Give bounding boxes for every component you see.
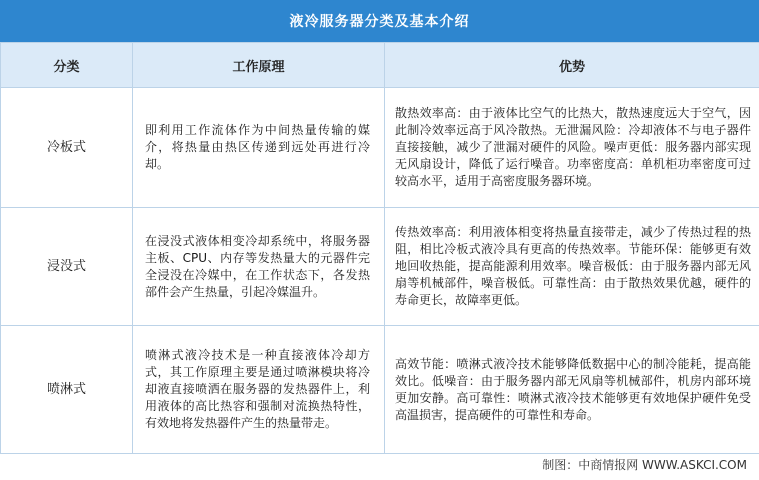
advantage-cell: 传热效率高：利用液体相变将热量直接带走，减少了传热过程的热阻，相比冷板式液冷具有更高的传热效率。节能环保：能够更有效地回收热能，提高能源利用效率。噪音极低：由于服务器内部无风扇等机械部件，噪音极低。可靠性高：由于散热效果优越，硬件的寿命更长，故障率更低。: [385, 208, 759, 326]
category-cell: 浸没式: [1, 208, 133, 326]
header-category: 分类: [1, 43, 133, 88]
principle-cell: 即利用工作流体作为中间热量传输的媒介，将热量由热区传递到远处再进行冷却。: [133, 88, 385, 208]
category-cell: 冷板式: [1, 88, 133, 208]
table-row-spray: [1, 326, 759, 454]
source-credit: 制图：中商情报网 WWW.ASKCI.COM: [542, 458, 747, 472]
classification-table: [0, 42, 759, 454]
advantage-cell: 散热效率高：由于液体比空气的比热大，散热速度远大于空气，因此制冷效率远高于风冷散热。无泄漏风险：冷却液体不与电子器件直接接触，减少了泄漏对硬件的风险。噪声更低：服务器内部实现无风扇设计，降低了运行噪音。功率密度高：单机柜功率密度可过较高水平，适用于高密度服务器环境。: [385, 88, 759, 208]
table-title: 液冷服务器分类及基本介绍: [0, 0, 759, 42]
principle-cell: 在浸没式液体相变冷却系统中，将服务器主板、CPU、内存等发热量大的元器件完全浸没在冷媒中，在工作状态下，各发热部件会产生热量，引起冷媒温升。: [133, 208, 385, 326]
header-advantage: 优势: [385, 43, 759, 88]
table-row-cold-plate: [1, 88, 759, 208]
advantage-cell: 高效节能：喷淋式液冷技术能够降低数据中心的制冷能耗，提高能效比。低噪音：由于服务器内部无风扇等机械部件，机房内部环境更加安静。高可靠性：喷淋式液冷技术能够更有效地保护硬件免受高温损害，提高硬件的可靠性和寿命。: [385, 326, 759, 454]
principle-cell: 喷淋式液冷技术是一种直接液体冷却方式，其工作原理主要是通过喷淋模块将冷却液直接喷洒在服务器的发热器件上，利用液体的高比热容和强制对流换热特性，有效地将发热器件产生的热量带走。: [133, 326, 385, 454]
header-principle: 工作原理: [133, 43, 385, 88]
category-cell: 喷淋式: [1, 326, 133, 454]
header-row: [1, 43, 759, 88]
table-row-immersion: [1, 208, 759, 326]
